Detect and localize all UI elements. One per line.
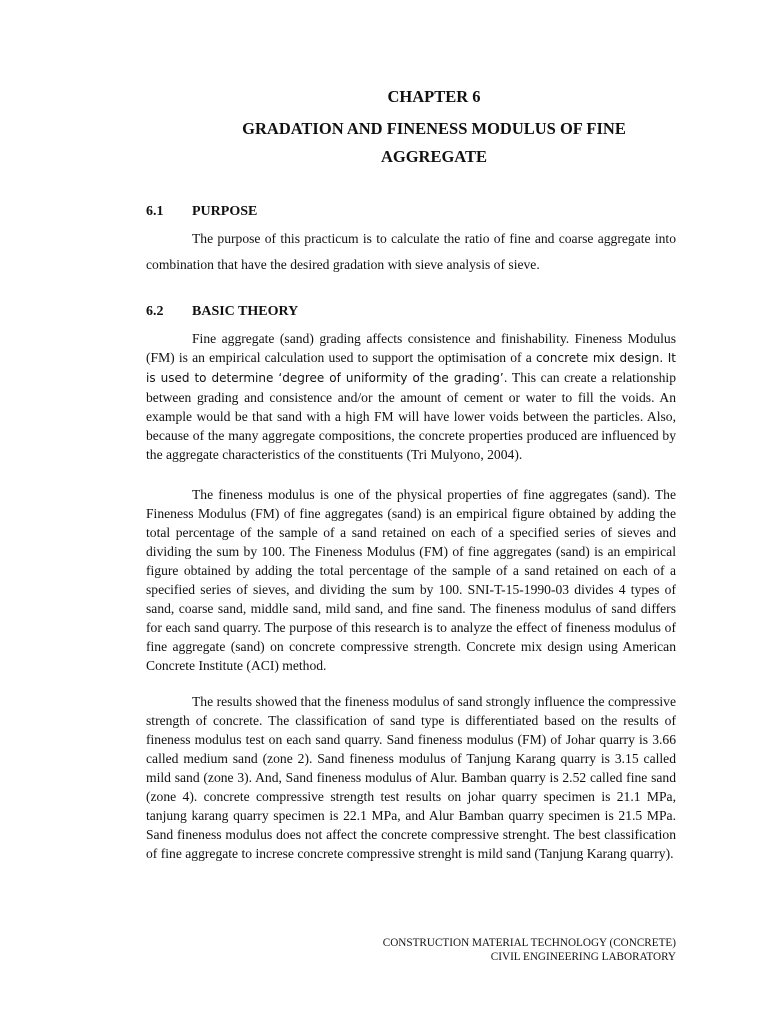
purpose-paragraph: The purpose of this practicum is to calculate the ratio of fine and coarse aggregate into combination that have the desired gradation with sieve analysis of sieve.	[146, 231, 676, 272]
section-heading-basic-theory	[146, 304, 298, 320]
page-footer	[383, 936, 676, 964]
theory-p1-sans: concrete mix design. It is used to determine ‘degree of uniformity of the grading’.	[146, 351, 677, 385]
theory-paragraph-2: The fineness modulus is one of the physical properties of fine aggregates (sand). The Fineness Modulus (FM) of fine aggregates (sand) is an empirical figure obtained by adding the total percentage of the sample of a sand retained on each of a specified series of sieves and dividing the sum by 100. The Fineness Modulus (FM) of fine aggregates (sand) is an empirical figure obtained by adding the total percentage of the sample of a sand retained on each of a specified series of sieves, and dividing the sum by 100. SNI-T-15-1990-03 divides 4 types of sand, coarse sand, middle sand, mild sand, and fine sand. The fineness modulus of sand differs for each sand quarry. The purpose of this research is to analyze the effect of fineness modulus of fine aggregate (sand) on concrete compressive strength. Concrete mix design using American Concrete Institute (ACI) method.	[146, 487, 676, 673]
chapter-title-line2: AGGREGATE	[380, 147, 488, 166]
section-heading-purpose	[146, 204, 257, 220]
theory-p1-part1: Fine aggregate (sand) grading affects consistence and finishability. Fineness Modulus (FM) is an empirical calculation used to support the optimisation of a	[146, 331, 676, 365]
theory-p1-part2: This can create a relationship between grading and consistence and/or the amount of cement or water to fill the voids. An example would be that sand with a high FM will have lower voids between the particles. Also, because of the many aggregate compositions, the concrete properties produced are influenced by the aggregate characteristics of the constituents (Tri Mulyono, 2004).	[146, 370, 676, 462]
theory-paragraph-3: The results showed that the fineness modulus of sand strongly influence the compressive strength of concrete. The classification of sand type is differentiated based on the results of fineness modulus test on each sand quarry. Sand fineness modulus (FM) of Johar quarry is 3.66 called medium sand (zone 2). Sand fineness modulus of Tanjung Karang quarry is 3.15 called mild sand (zone 3). And, Sand fineness modulus of Alur. Bamban quarry is 2.52 called fine sand (zone 4). concrete compressive strength test results on johar quarry specimen is 21.1 MPa, tanjung karang quarry specimen is 22.1 MPa, and Alur Bamban quarry specimen is 21.5 MPa. Sand fineness modulus does not affect the concrete compressive strenght. The best classification of fine aggregate to increse concrete compressive strenght is mild sand (Tanjung Karang quarry).	[146, 694, 676, 861]
theory-paragraph-1	[146, 329, 676, 464]
chapter-title-line1: GRADATION AND FINENESS MODULUS OF FINE	[242, 119, 626, 138]
chapter-number: CHAPTER 6	[387, 87, 481, 106]
footer-line2: CIVIL ENGINEERING LABORATORY	[490, 951, 676, 963]
section-number: 6.2	[146, 304, 164, 319]
footer-line1: CONSTRUCTION MATERIAL TECHNOLOGY (CONCRETE)	[382, 937, 676, 949]
section-title: BASIC THEORY	[192, 304, 299, 319]
section-title: PURPOSE	[192, 204, 258, 219]
section-number: 6.1	[146, 204, 164, 219]
